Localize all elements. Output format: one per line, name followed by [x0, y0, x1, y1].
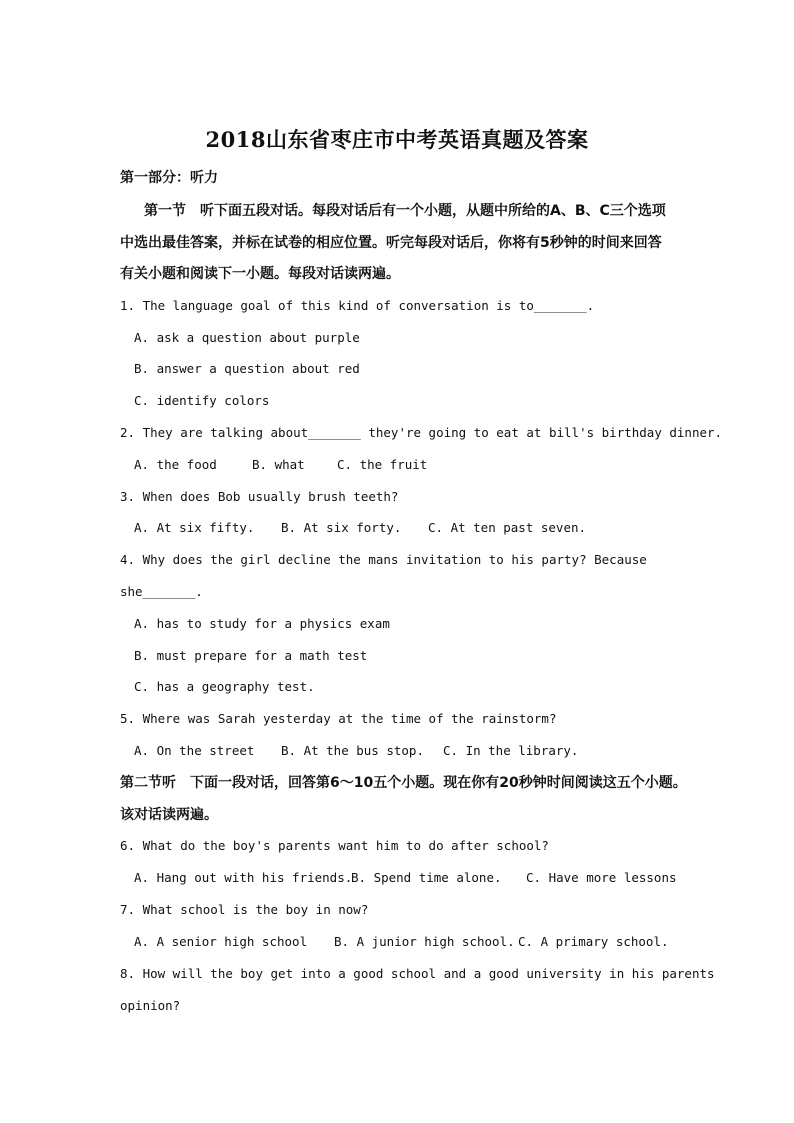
question-6-option-c: C. Have more lessons: [526, 870, 677, 885]
question-7-option-c: C. A primary school.: [518, 934, 669, 949]
question-2-option-a: A. the food: [134, 457, 217, 472]
question-2-option-b: B. what: [252, 457, 305, 472]
question-1-stem: 1. The language goal of this kind of conversation is to_______.: [120, 298, 595, 313]
question-2-option-c: C. the fruit: [337, 457, 428, 472]
question-6-option-b: B. Spend time alone.: [351, 870, 502, 885]
question-4-option-c: C. has a geography test.: [134, 679, 315, 694]
question-7-stem: 7. What school is the boy in now?: [120, 902, 369, 917]
question-5-option-a: A. On the street: [134, 743, 255, 758]
question-3-option-a: A. At six fifty.: [134, 520, 255, 535]
question-3-option-c: C. At ten past seven.: [428, 520, 587, 535]
question-1-option-a: A. ask a question about purple: [134, 330, 360, 345]
section2-line2: 该对话读两遍。: [120, 807, 218, 823]
question-5-option-c: C. In the library.: [443, 743, 579, 758]
question-8-stem-continued: opinion?: [120, 998, 181, 1013]
question-4-stem-continued: she_______.: [120, 584, 203, 599]
question-4-stem: 4. Why does the girl decline the mans invitation to his party? Because: [120, 552, 647, 567]
section1-line3: 有关小题和阅读下一小题。每段对话读两遍。: [120, 266, 400, 282]
question-6-stem: 6. What do the boy's parents want him to do after school?: [120, 838, 549, 853]
section2-line1: 第二节听 下面一段对话，回答第6～10五个小题。现在你有20秒钟时间阅读这五个小题。: [120, 775, 687, 791]
question-3-stem: 3. When does Bob usually brush teeth?: [120, 489, 399, 504]
page-title: 2018山东省枣庄市中考英语真题及答案: [205, 127, 589, 152]
question-1-option-c: C. identify colors: [134, 393, 270, 408]
section1-line1: 第一节 听下面五段对话。每段对话后有一个小题，从题中所给的A、B、C三个选项: [144, 203, 666, 219]
question-1-option-b: B. answer a question about red: [134, 361, 360, 376]
part1-heading: 第一部分：听力: [120, 170, 218, 186]
question-8-stem: 8. How will the boy get into a good school and a good university in his parents: [120, 966, 715, 981]
question-4-option-a: A. has to study for a physics exam: [134, 616, 390, 631]
question-3-option-b: B. At six forty.: [281, 520, 402, 535]
question-6-option-a: A. Hang out with his friends.: [134, 870, 353, 885]
section1-line2: 中选出最佳答案，并标在试卷的相应位置。听完每段对话后，你将有5秒钟的时间来回答: [120, 235, 662, 251]
question-7-option-b: B. A junior high school.: [334, 934, 515, 949]
question-7-option-a: A. A senior high school: [134, 934, 308, 949]
question-5-stem: 5. Where was Sarah yesterday at the time of the rainstorm?: [120, 711, 557, 726]
question-2-stem: 2. They are talking about_______ they're going to eat at bill's birthday dinner.: [120, 425, 723, 440]
question-4-option-b: B. must prepare for a math test: [134, 648, 368, 663]
question-5-option-b: B. At the bus stop.: [281, 743, 424, 758]
